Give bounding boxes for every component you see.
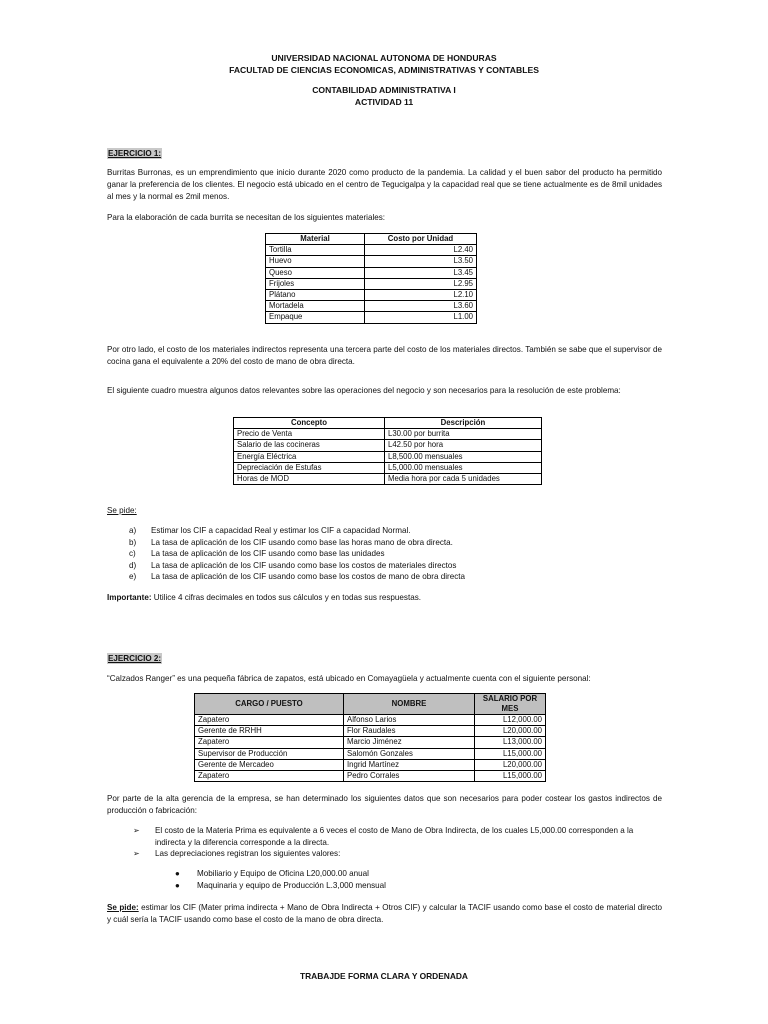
list-item	[107, 560, 667, 572]
list-marker: a)	[129, 526, 137, 535]
table-cell: L5,000.00 mensuales	[385, 462, 542, 473]
table-cell: L2.95	[365, 278, 477, 289]
table-row	[195, 737, 546, 748]
list-item-text: El costo de la Materia Prima es equivalente a 6 veces el costo de Mano de Obra Indirecta, de los cuales L5,000.00 corresponden a la indirecta y la diferencia corresponde a la directa.	[155, 826, 634, 847]
table-cell: Media hora por cada 5 unidades	[385, 473, 542, 484]
table-cell: Depreciación de Estufas	[234, 462, 385, 473]
table-row	[195, 770, 546, 781]
table-row	[234, 451, 542, 462]
table-cell: L15,000.00	[475, 748, 546, 759]
table-header-row	[266, 234, 477, 245]
table-header-cell: SALARIO POR MES	[475, 694, 546, 715]
se-pide-text: estimar los CIF (Mater prima indirecta + Mano de Obra Indirecta + Otros CIF) y calcular la TACIF usando como base el costo de material directo y cuál sería la TACIF usando como base el costo de la mano de obra directa.	[107, 903, 663, 924]
table-cell: L13,000.00	[475, 737, 546, 748]
list-marker: e)	[129, 572, 137, 581]
table-cell: Empaque	[266, 312, 365, 323]
table-header-cell: NOMBRE	[344, 694, 475, 715]
table-cell: Horas de MOD	[234, 473, 385, 484]
table-cell: Salario de las cocineras	[234, 440, 385, 451]
list-item-text: Mobiliario y Equipo de Oficina L20,000.00 anual	[197, 869, 369, 878]
materials-intro: Para la elaboración de cada burrita se necesitan de los siguientes materiales:	[107, 213, 386, 222]
table-row	[266, 312, 477, 323]
table-cell: L20,000.00	[475, 726, 546, 737]
table-cell: Alfonso Larios	[344, 715, 475, 726]
table-header-cell: Costo por Unidad	[365, 234, 477, 245]
table-row	[266, 245, 477, 256]
list-item-text: La tasa de aplicación de los CIF usando como base los costos de materiales directos	[151, 560, 457, 570]
faculty-title: FACULTAD DE CIENCIAS ECONOMICAS, ADMINISTRATIVAS Y CONTABLES	[229, 65, 539, 75]
table-cell: Frijoles	[266, 278, 365, 289]
table-cell: L12,000.00	[475, 715, 546, 726]
concept-table	[233, 417, 542, 485]
depreciation-bullet-list	[107, 868, 667, 891]
gerencia-text: Por parte de la alta gerencia de la empresa, se han determinado los siguientes datos que son necesarios para poder costear los gastos indirectos de producción o fabricación:	[107, 794, 662, 815]
table-cell: L1.00	[365, 312, 477, 323]
exercise-2-arrow-list	[107, 825, 662, 860]
list-item	[107, 848, 662, 860]
table-cell: Zapatero	[195, 737, 344, 748]
table-cell: Marcio Jiménez	[344, 737, 475, 748]
table-row	[266, 301, 477, 312]
list-item-text: La tasa de aplicación de los CIF usando como base las horas mano de obra directa.	[151, 537, 453, 547]
list-item	[107, 868, 667, 880]
table-header-cell: Descripción	[385, 418, 542, 429]
table-row	[266, 256, 477, 267]
exercise-2-intro: “Calzados Ranger” es una pequeña fábrica de zapatos, está ubicado en Comayagüela y actualmente cuenta con el siguiente personal:	[107, 674, 591, 683]
exercise-1-title: EJERCICIO 1:	[108, 149, 162, 158]
list-item	[107, 525, 667, 537]
table-cell: Huevo	[266, 256, 365, 267]
table-row	[195, 726, 546, 737]
table-cell: L3.45	[365, 267, 477, 278]
table-cell: Zapatero	[195, 715, 344, 726]
university-title: UNIVERSIDAD NACIONAL AUTONOMA DE HONDURAS	[271, 53, 497, 63]
bullet-dot-icon: ●	[175, 880, 180, 890]
table-row	[195, 759, 546, 770]
table-cell: Zapatero	[195, 770, 344, 781]
table-cell: Plátano	[266, 289, 365, 300]
table-cell: L3.50	[365, 256, 477, 267]
materials-table	[265, 233, 477, 324]
list-item-text: Maquinaria y equipo de Producción L.3,000 mensual	[197, 880, 386, 890]
table-cell: Supervisor de Producción	[195, 748, 344, 759]
table-cell: Salomón Gonzales	[344, 748, 475, 759]
table-row	[195, 748, 546, 759]
list-marker: c)	[129, 549, 136, 558]
table-row	[234, 440, 542, 451]
table-cell: L8,500.00 mensuales	[385, 451, 542, 462]
table-header-cell: CARGO / PUESTO	[195, 694, 344, 715]
table-row	[266, 289, 477, 300]
list-item-text: Estimar los CIF a capacidad Real y estimar los CIF a capacidad Normal.	[151, 526, 411, 535]
important-text: Utilice 4 cifras decimales en todos sus cálculos y en todas sus respuestas.	[151, 593, 421, 602]
list-item	[107, 880, 667, 892]
exercise-1-task-list	[107, 525, 667, 583]
list-item	[107, 537, 667, 549]
table-cell: Precio de Venta	[234, 429, 385, 440]
exercise-2-se-pide	[107, 902, 662, 926]
table-cell: L2.40	[365, 245, 477, 256]
se-pide-label: Se pide:	[107, 903, 139, 912]
table-cell: L30.00 por burrita	[385, 429, 542, 440]
table-row	[234, 462, 542, 473]
table-cell: Gerente de Mercadeo	[195, 759, 344, 770]
cuadro-intro: El siguiente cuadro muestra algunos datos relevantes sobre las operaciones del negocio y son necesarios para la resolución de este problema:	[107, 386, 621, 395]
table-row	[266, 278, 477, 289]
exercise-1-intro: Burritas Burronas, es un emprendimiento que inicio durante 2020 como producto de la pandemia. La calidad y el buen sabor del producto ha permitido ganar la preferencia de los clientes. El negocio está ubicado en el centro de Tegucigalpa y la capacidad real que se tiene actualmente es de 8mil unidades al mes y la normal es 2mil menos.	[107, 168, 662, 201]
table-row	[195, 715, 546, 726]
list-item-text: Las depreciaciones registran los siguientes valores:	[155, 849, 341, 858]
table-cell: Flor Raudales	[344, 726, 475, 737]
important-note	[107, 592, 662, 604]
table-header-cell: Material	[266, 234, 365, 245]
footer-note: TRABAJDE FORMA CLARA Y ORDENADA	[300, 971, 468, 981]
exercise-1-se-pide: Se pide:	[107, 506, 137, 515]
table-header-row	[195, 694, 546, 715]
arrow-bullet-icon: ➢	[133, 826, 140, 835]
list-marker: b)	[129, 537, 137, 547]
list-item	[107, 548, 667, 560]
table-row	[234, 473, 542, 484]
table-cell: Gerente de RRHH	[195, 726, 344, 737]
table-header-row	[234, 418, 542, 429]
arrow-bullet-icon: ➢	[133, 849, 140, 858]
indirect-materials-text: Por otro lado, el costo de los materiales indirectos representa una tercera parte del costo de los materiales directos. También se sabe que el supervisor de cocina gana el equivalente a 20% del costo de mano de obra directa.	[107, 345, 662, 366]
table-cell: Mortadela	[266, 301, 365, 312]
list-item	[107, 571, 667, 583]
table-cell: Queso	[266, 267, 365, 278]
table-cell: L15,000.00	[475, 770, 546, 781]
table-cell: L42.50 por hora	[385, 440, 542, 451]
list-item-text: La tasa de aplicación de los CIF usando como base las unidades	[151, 549, 385, 558]
staff-table	[194, 693, 546, 782]
table-header-cell: Concepto	[234, 418, 385, 429]
table-cell: Energía Eléctrica	[234, 451, 385, 462]
table-row	[266, 267, 477, 278]
table-cell: Ingrid Martínez	[344, 759, 475, 770]
table-cell: Pedro Corrales	[344, 770, 475, 781]
table-cell: L2.10	[365, 289, 477, 300]
list-item	[107, 825, 662, 848]
exercise-2-title: EJERCICIO 2:	[108, 654, 162, 663]
course-title: CONTABILIDAD ADMINISTRATIVA I	[312, 85, 456, 95]
list-marker: d)	[129, 560, 137, 570]
table-row	[234, 429, 542, 440]
list-item-text: La tasa de aplicación de los CIF usando como base los costos de mano de obra directa	[151, 572, 466, 581]
table-cell: L3.60	[365, 301, 477, 312]
activity-title: ACTIVIDAD 11	[354, 97, 414, 107]
table-cell: Tortilla	[266, 245, 365, 256]
bullet-dot-icon: ●	[175, 869, 180, 878]
important-label: Importante:	[107, 593, 152, 602]
table-cell: L20,000.00	[475, 759, 546, 770]
